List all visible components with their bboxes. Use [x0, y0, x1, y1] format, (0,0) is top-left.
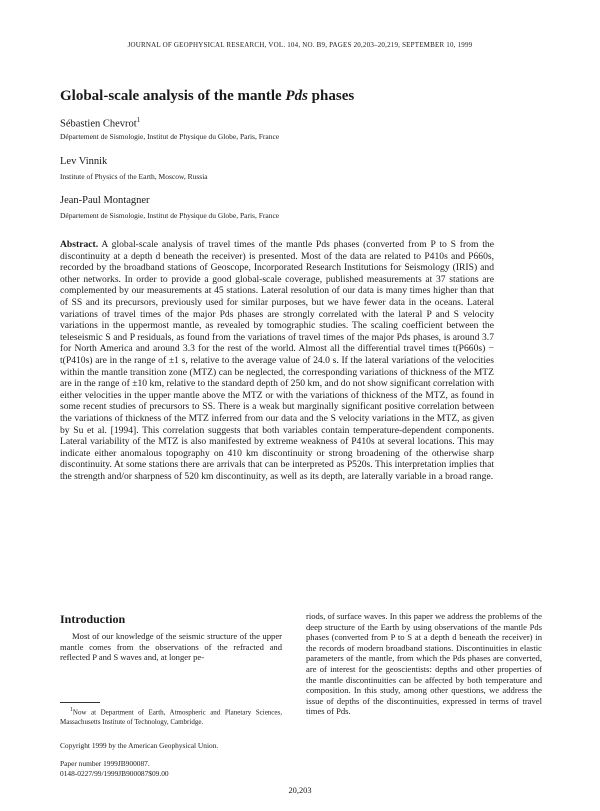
journal-header: JOURNAL OF GEOPHYSICAL RESEARCH, VOL. 104, NO. B9, PAGES 20,203–20,219, SEPTEMBER 10, 1999	[127, 41, 473, 49]
footnote	[60, 706, 282, 727]
abstract-label: Abstract.	[60, 239, 99, 250]
author-2-name: Lev Vinnik	[60, 156, 108, 167]
author-1	[60, 116, 140, 130]
author-1-affiliation: Département de Sismologie, Institut de Physique du Globe, Paris, France	[60, 132, 280, 141]
introduction-right-column: riods, of surface waves. In this paper we address the problems of the deep structure of the Earth by using observations of the mantle Pds phases (converted from P to S at a depth d beneath the receiver) in the records of modern broadband stations. Discontinuities in elastic parameters of the mantle, from which the Pds phases are converted, are of interest for the geoscientists: depths and other properties of the mantle discontinuities can be affected by both temperature and composition. In this study, among other questions, we address the issue of depths of the discontinuities, expressed in terms of travel times of Pds.	[306, 611, 542, 717]
footnote-mark: 1	[70, 707, 73, 713]
title-suffix: phases	[307, 88, 355, 104]
issn-code: 0148-0227/99/1999JB900087$09.00	[60, 768, 169, 778]
copyright-notice: Copyright 1999 by the American Geophysical Union.	[60, 741, 219, 750]
paper-number: Paper number 1999JB900087.	[60, 759, 150, 768]
abstract	[60, 239, 494, 482]
footnote-text: Now at Department of Earth, Atmospheric and Planetary Sciences, Massachusetts Institute of Technology, Cambridge.	[60, 708, 282, 726]
author-3-affiliation: Département de Sismologie, Institut de Physique du Globe, Paris, France	[60, 211, 280, 220]
author-1-mark: 1	[136, 116, 141, 124]
introduction-left-column: Most of our knowledge of the seismic structure of the upper mantle comes from the observations of the refracted and reflected P and S waves and, at longer pe-	[60, 631, 282, 663]
author-3-name: Jean-Paul Montagner	[60, 195, 150, 206]
author-2	[60, 156, 107, 167]
paper-identifiers	[60, 759, 169, 778]
abstract-text: A global-scale analysis of travel times of the mantle Pds phases (converted from P to S from the discontinuity at a depth d beneath the receiver) is presented. Most of the data are related to P410s and P660s, recorded by the broadband stations of Geoscope, Incorporated Research Institutions for Seismology (IRIS) and other networks. In order to provide a good global-scale coverage, published measurements at 37 stations are complemented by our measurements at 45 stations. Lateral resolution of our data is many times higher than that of SS and its precursors, previously used for similar purposes, but we have fewer data in the oceans. Lateral variations of travel times of the major Pds phases are strongly correlated with the lateral P and S velocity variations in the uppermost mantle, as revealed by tomographic studies. The scaling coefficient between the teleseismic S and P residuals, as found from the variations of travel times of the major Pds phases, is around 3.7 for North America and around 3.3 for the rest of the world. Almost all the differential travel times t(P660s) − t(P410s) are in the range of ±1 s, relative to the average value of 24.0 s. If the lateral variations of the velocities within the mantle transition zone (MTZ) can be neglected, the corresponding variations of thickness of the MTZ are in the range of ±10 km, relative to the standard depth of 250 km, and do not show significant correlation with either velocities in the upper mantle above the MTZ or with the variations of thickness of the MTZ, as found in some recent studies of precursors to SS. There is a weak but marginally significant positive correlation between the variations of thickness of the MTZ inferred from our data and the S velocity variations in the MTZ, as given by Su et al. [1994]. This correlation suggests that both variables contain temperature-dependent components. Lateral variability of the MTZ is also manifested by extreme weakness of P410s at several locations. This may indicate either anomalous topography on 410 km discontinuity or strong broadening of the otherwise sharp discontinuity. At some stations there are arrivals that can be interpreted as P520s. This interpretation implies that the strength and/or sharpness of 520 km discontinuity, as well as its depth, are laterally variable in a broad range.	[60, 239, 494, 482]
author-1-name: Sébastien Chevrot	[60, 118, 137, 130]
author-2-affiliation: Institute of Physics of the Earth, Moscow, Russia	[60, 172, 208, 181]
paper-title	[60, 88, 354, 105]
title-prefix: Global-scale analysis of the mantle	[60, 88, 286, 104]
title-italic: Pds	[285, 88, 308, 104]
author-3	[60, 195, 150, 206]
footnote-divider	[60, 702, 100, 703]
section-heading-introduction: Introduction	[60, 612, 126, 626]
page-number: 20,203	[288, 786, 312, 795]
